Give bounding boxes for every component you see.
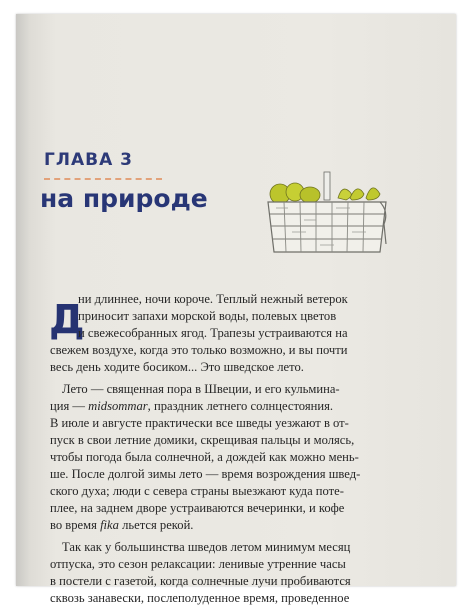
text-line <box>50 399 333 414</box>
text-line: сквозь занавески, послеполуденное время, проведенное <box>50 591 350 605</box>
text-fragment: ция — midsommar, праздник летнего солнцестояния. <box>50 399 334 413</box>
text-line: отпуска, это сезон релаксации: ленивые утренние часы <box>50 557 346 571</box>
text-line: Лето — священная пора в Швеции, и его кульмина- <box>62 382 340 396</box>
fruit-basket-illustration <box>262 162 392 258</box>
text-line: ского духа; люди с севера страны выезжают куда поте- <box>50 484 344 498</box>
italic-term: midsommar <box>88 399 148 413</box>
text-line: пуск в свои летние домики, скрещивая пальцы и молясь, <box>50 433 355 447</box>
text-line: свежем воздухе, когда это только возможно, и вы почти <box>50 343 348 357</box>
text-line: во время fika льется рекой. <box>50 518 194 532</box>
text-line: ше. После долгой зимы лето — время возрождения швед- <box>50 467 361 481</box>
text-line: весь день ходите босиком... Это шведское лето. <box>50 360 304 374</box>
text-line: В июле и августе практически все шведы уезжают в от- <box>50 416 349 430</box>
text-line: в постели с газетой, когда солнечные лучи пробиваются <box>50 574 351 588</box>
chapter-title: на природе <box>40 184 208 213</box>
book-page <box>16 14 456 605</box>
drop-cap: Д <box>49 297 85 343</box>
text-line: и свежесобранных ягод. Трапезы устраиваются на <box>78 326 348 340</box>
text-line: приносит запахи морской воды, полевых цветов <box>78 309 337 323</box>
text-line: ни длиннее, ночи короче. Теплый нежный ветерок <box>78 292 348 306</box>
dashed-divider <box>44 178 162 180</box>
italic-term: fika <box>100 518 119 532</box>
chapter-label: ГЛАВА 3 <box>44 150 133 170</box>
text-line: Так как у большинства шведов летом минимум месяц <box>62 540 351 554</box>
text-line: плее, на заднем дворе устраиваются вечеринки, и кофе <box>50 501 345 515</box>
text-line: чтобы погода была солнечной, а дождей как можно мень- <box>50 450 359 464</box>
